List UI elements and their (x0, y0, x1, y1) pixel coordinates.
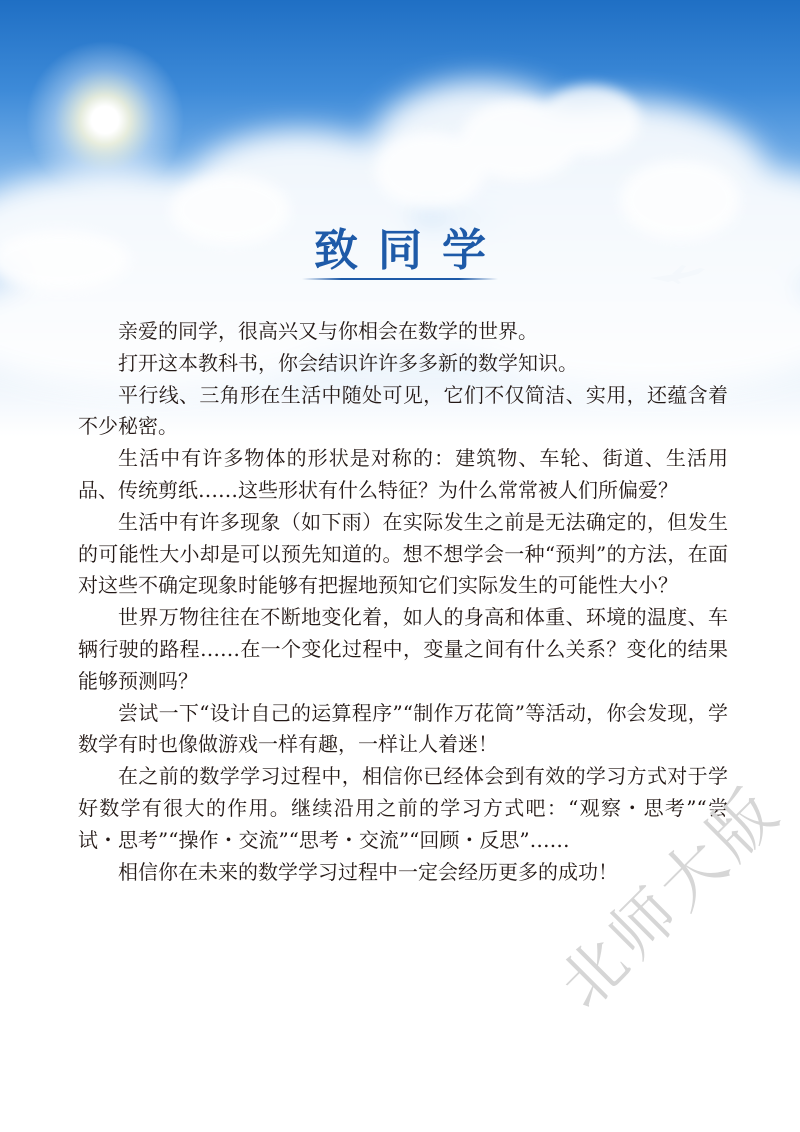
letter-body (78, 316, 728, 888)
publisher-watermark: 北师大版 (545, 772, 796, 1023)
paragraph: 在之前的数学学习过程中，相信你已经体会到有效的学习方式对于学好数学有很大的作用。继续沿用之前的学习方式吧：“观察・思考”“尝试・思考”“操作・交流”“思考・交流”“回顾・反思”…… (78, 764, 728, 852)
paragraph: 世界万物往往在不断地变化着，如人的身高和体重、环境的温度、车辆行驶的路程……在一个变化过程中，变量之间有什么关系？变化的结果能够预测吗？ (78, 605, 728, 693)
title-block (270, 214, 530, 278)
airplane-icon (648, 262, 708, 286)
paragraph: 生活中有许多现象（如下雨）在实际发生之前是无法确定的，但发生的可能性大小却是可以预先知道的。想不想学会一种“预判”的方法，在面对这些不确定现象时能够有把握地预知它们实际发生的可能性大小？ (78, 509, 728, 598)
title-underline (302, 278, 498, 280)
sun-glow-icon (25, 40, 185, 200)
paragraph: 生活中有许多物体的形状是对称的：建筑物、车轮、街道、生活用品、传统剪纸……这些形状有什么特征？为什么常常被人们所偏爱？ (78, 446, 728, 502)
paragraph: 亲爱的同学，很高兴又与你相会在数学的世界。 (118, 319, 538, 343)
paragraph: 相信你在未来的数学学习过程中一定会经历更多的成功！ (118, 859, 618, 884)
paragraph: 平行线、三角形在生活中随处可见，它们不仅简洁、实用，还蕴含着不少秘密。 (78, 382, 728, 439)
paragraph: 打开这本教科书，你会结识许许多多新的数学知识。 (118, 350, 578, 375)
paragraph: 尝试一下“设计自己的运算程序”“制作万花筒”等活动，你会发现，学数学有时也像做游戏一样有趣，一样让人着迷！ (78, 700, 728, 757)
page-title: 致同学 (314, 225, 506, 276)
